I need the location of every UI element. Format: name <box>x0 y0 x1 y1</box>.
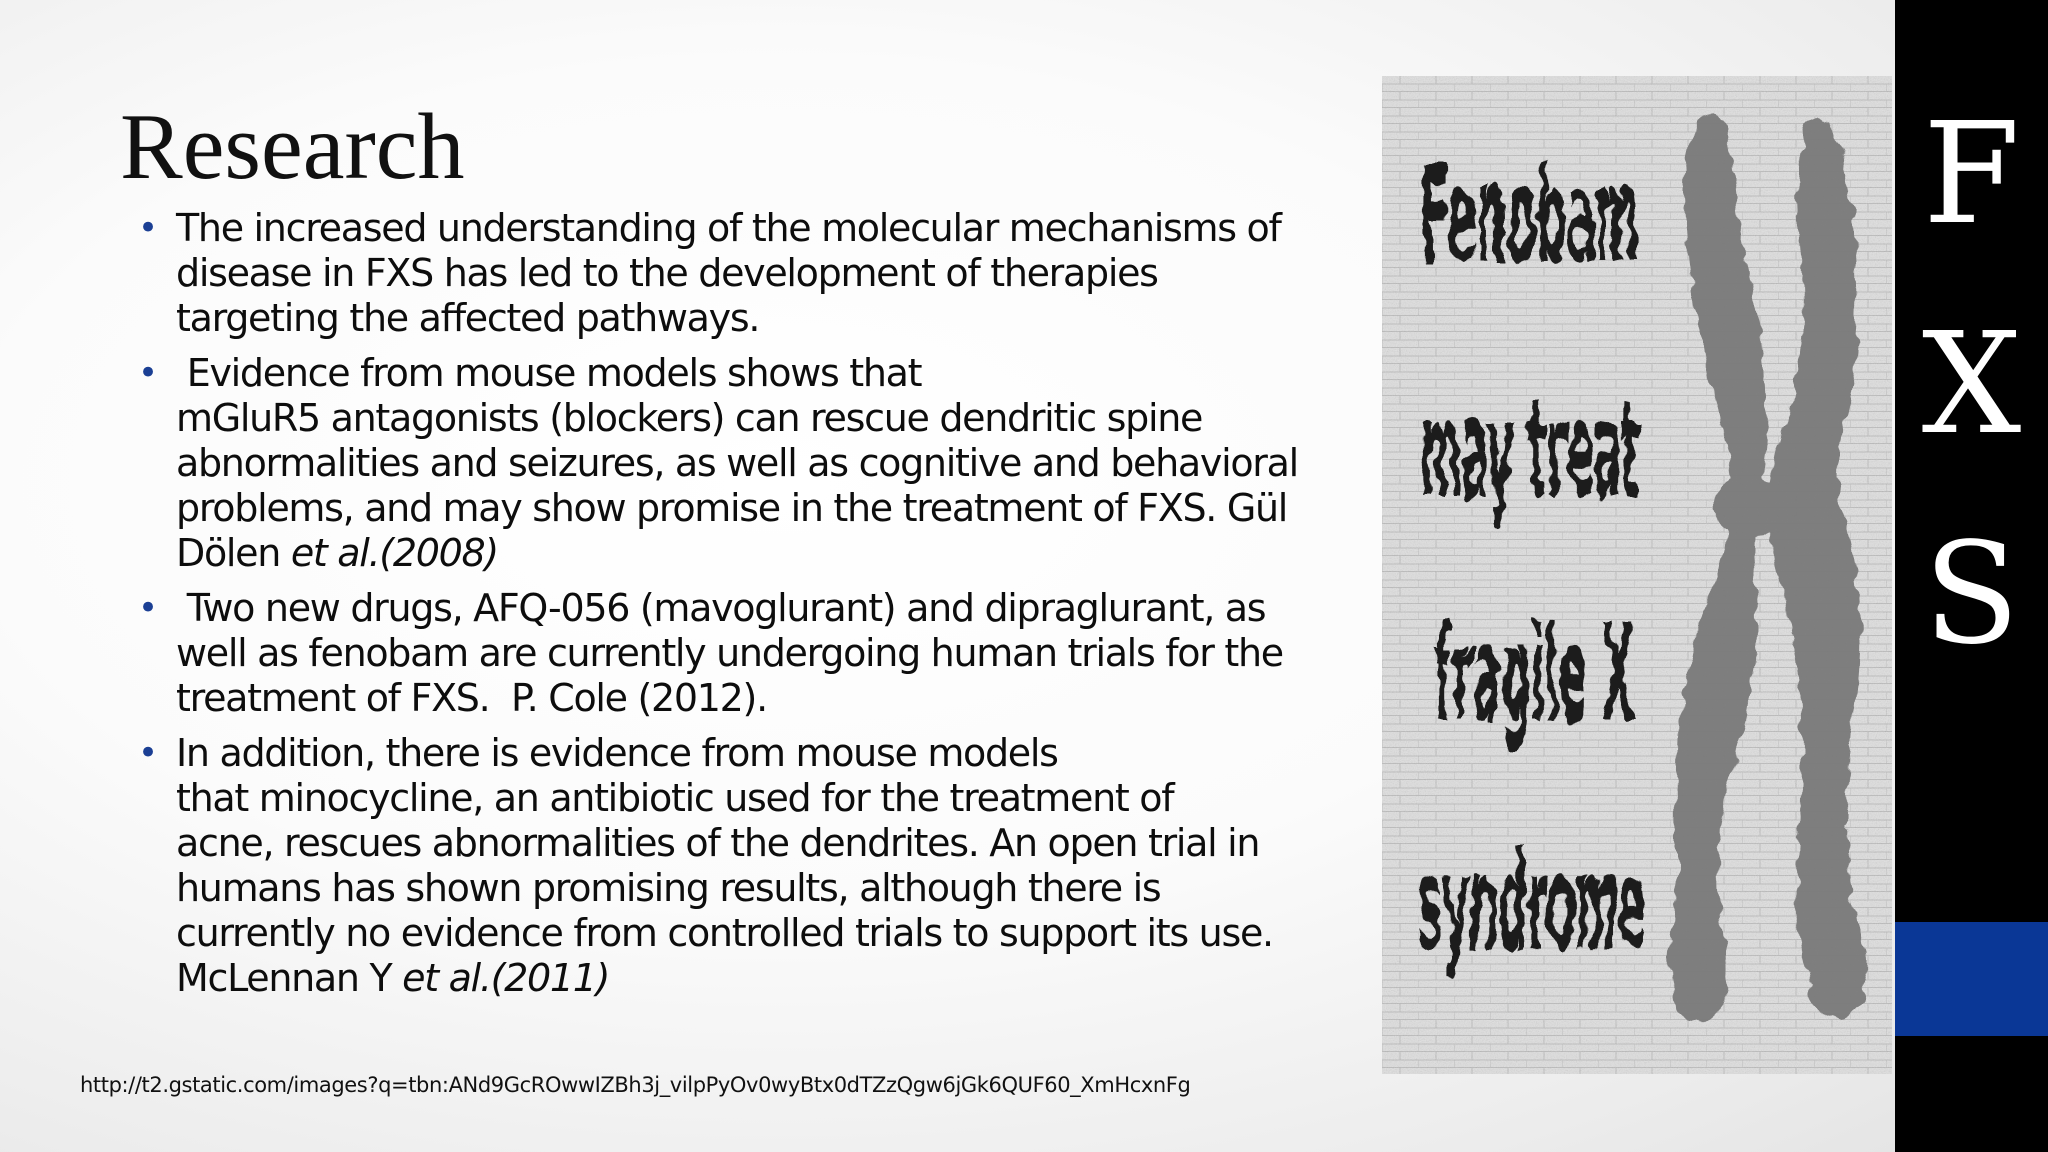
bullet-line: The increased understanding of the molecular mechanisms of <box>176 206 1281 250</box>
bullet-line: mGluR5 antagonists (blockers) can rescue dendritic spine <box>176 396 1203 440</box>
bullet-line: targeting the affected pathways. <box>176 296 760 340</box>
bullet-line: humans has shown promising results, although there is <box>176 866 1161 910</box>
poster-graphic <box>1382 76 1892 1074</box>
slide-title: Research <box>120 95 465 199</box>
sidebar-letter-x: X <box>1921 303 2022 466</box>
sidebar-letter-s: S <box>1923 513 2020 676</box>
poster-line: syndrome <box>1418 825 1646 982</box>
bullet-line: acne, rescues abnormalities of the dendrites. An open trial in <box>176 821 1260 865</box>
bullet-item <box>136 351 1376 576</box>
citation-italic: et al.(2011) <box>402 956 610 1000</box>
citation-author: McLennan Y <box>176 956 403 1000</box>
bullet-marker: • <box>138 208 157 248</box>
bullet-line: that minocycline, an antibiotic used for the treatment of <box>176 776 1174 820</box>
bullet-list <box>136 206 1376 1011</box>
sidebar-blue-block <box>1895 922 2048 1036</box>
poster-line: fragile X <box>1434 595 1634 753</box>
bullet-marker: • <box>138 733 157 773</box>
bullet-marker: • <box>138 588 157 628</box>
bullet-line: abnormalities and seizures, as well as cognitive and behavioral <box>176 441 1298 485</box>
bullet-line: Evidence from mouse models shows that <box>176 351 922 395</box>
bullet-line: currently no evidence from controlled trials to support its use. <box>176 911 1273 955</box>
bullet-marker: • <box>138 353 157 393</box>
bullet-line: In addition, there is evidence from mouse models <box>176 731 1058 775</box>
citation-author: Dölen <box>176 531 291 575</box>
bullet-item <box>136 731 1376 1001</box>
bullet-line <box>176 531 1376 576</box>
source-url: http://t2.gstatic.com/images?q=tbn:ANd9GcROwwIZBh3j_vilpPyOv0wyBtx0dTZzQgw6jGk6QUF60_XmHcxnFg <box>80 1073 1191 1097</box>
bullet-item <box>136 586 1376 721</box>
poster-line: Fenobam <box>1420 137 1640 295</box>
bullet-line: problems, and may show promise in the treatment of FXS. Gül <box>176 486 1288 530</box>
sidebar-letter-f: F <box>1922 93 2021 256</box>
bullet-line: disease in FXS has led to the development of therapies <box>176 251 1158 295</box>
fenobam-poster-image <box>1382 76 1892 1074</box>
poster-line: may treat <box>1420 371 1640 529</box>
bullet-item <box>136 206 1376 341</box>
bullet-line: treatment of FXS. P. Cole (2012). <box>176 676 767 720</box>
bullet-line: well as fenobam are currently undergoing human trials for the <box>176 631 1283 675</box>
citation-italic: et al.(2008) <box>290 531 498 575</box>
bullet-line: Two new drugs, AFQ-056 (mavoglurant) and dipraglurant, as <box>176 586 1266 630</box>
bullet-line <box>176 956 1376 1001</box>
